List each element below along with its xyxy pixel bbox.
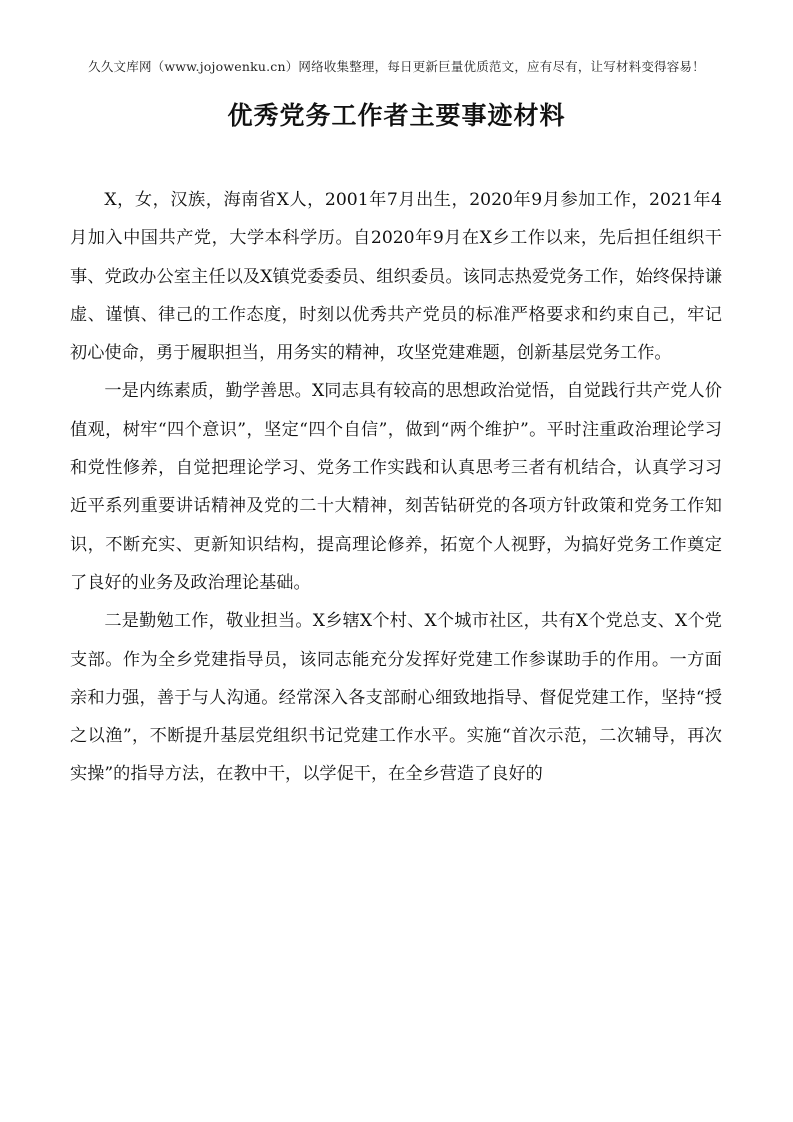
paragraph-study-and-quality: 一是内练素质，勤学善思。X同志具有较高的思想政治觉悟，自觉践行共产党人价值观，树牢“四个意识”，坚定“四个自信”，做到“两个维护”。平时注重政治理论学习和党性修养，自觉把理论学习、党务工作实践和认真思考三者有机结合，认真学习习近平系列重要讲话精神及党的二十大精神，刻苦钻研党的各项方针政策和党务工作知识，不断充实、更新知识结构，提高理论修养，拓宽个人视野，为搞好党务工作奠定了良好的业务及政治理论基础。 — [70, 381, 722, 593]
page-header-banner: 久久文库网（www.jojowenku.cn）网络收集整理，每日更新巨量优质范文，应有尽有，让写材料变得容易！ — [88, 59, 705, 74]
paragraph-personal-profile: X，女，汉族，海南省X人，2001年7月出生，2020年9月参加工作，2021年4月加入中国共产党，大学本科学历。自2020年9月在X乡工作以来，先后担任组织干事、党政办公室主任以及X镇党委委员、组织委员。该同志热爱党务工作，始终保持谦虚、谨慎、律己的工作态度，时刻以优秀共产党员的标准严格要求和约束自己，牢记初心使命，勇于履职担当，用务实的精神，攻坚党建难题，创新基层党务工作。 — [70, 190, 722, 364]
document-body — [70, 181, 722, 794]
document-title: 优秀党务工作者主要事迹材料 — [227, 101, 566, 130]
paragraph-diligent-work: 二是勤勉工作，敬业担当。X乡辖X个村、X个城市社区，共有X个党总支、X个党支部。作为全乡党建指导员，该同志能充分发挥好党建工作参谋助手的作用。一方面亲和力强，善于与人沟通。经常深入各支部耐心细致地指导、督促党建工作，坚持“授之以渔”，不断提升基层党组织书记党建工作水平。实施“首次示范，二次辅导，再次实操”的指导方法，在教中干，以学促干，在全乡营造了良好的 — [70, 611, 722, 785]
